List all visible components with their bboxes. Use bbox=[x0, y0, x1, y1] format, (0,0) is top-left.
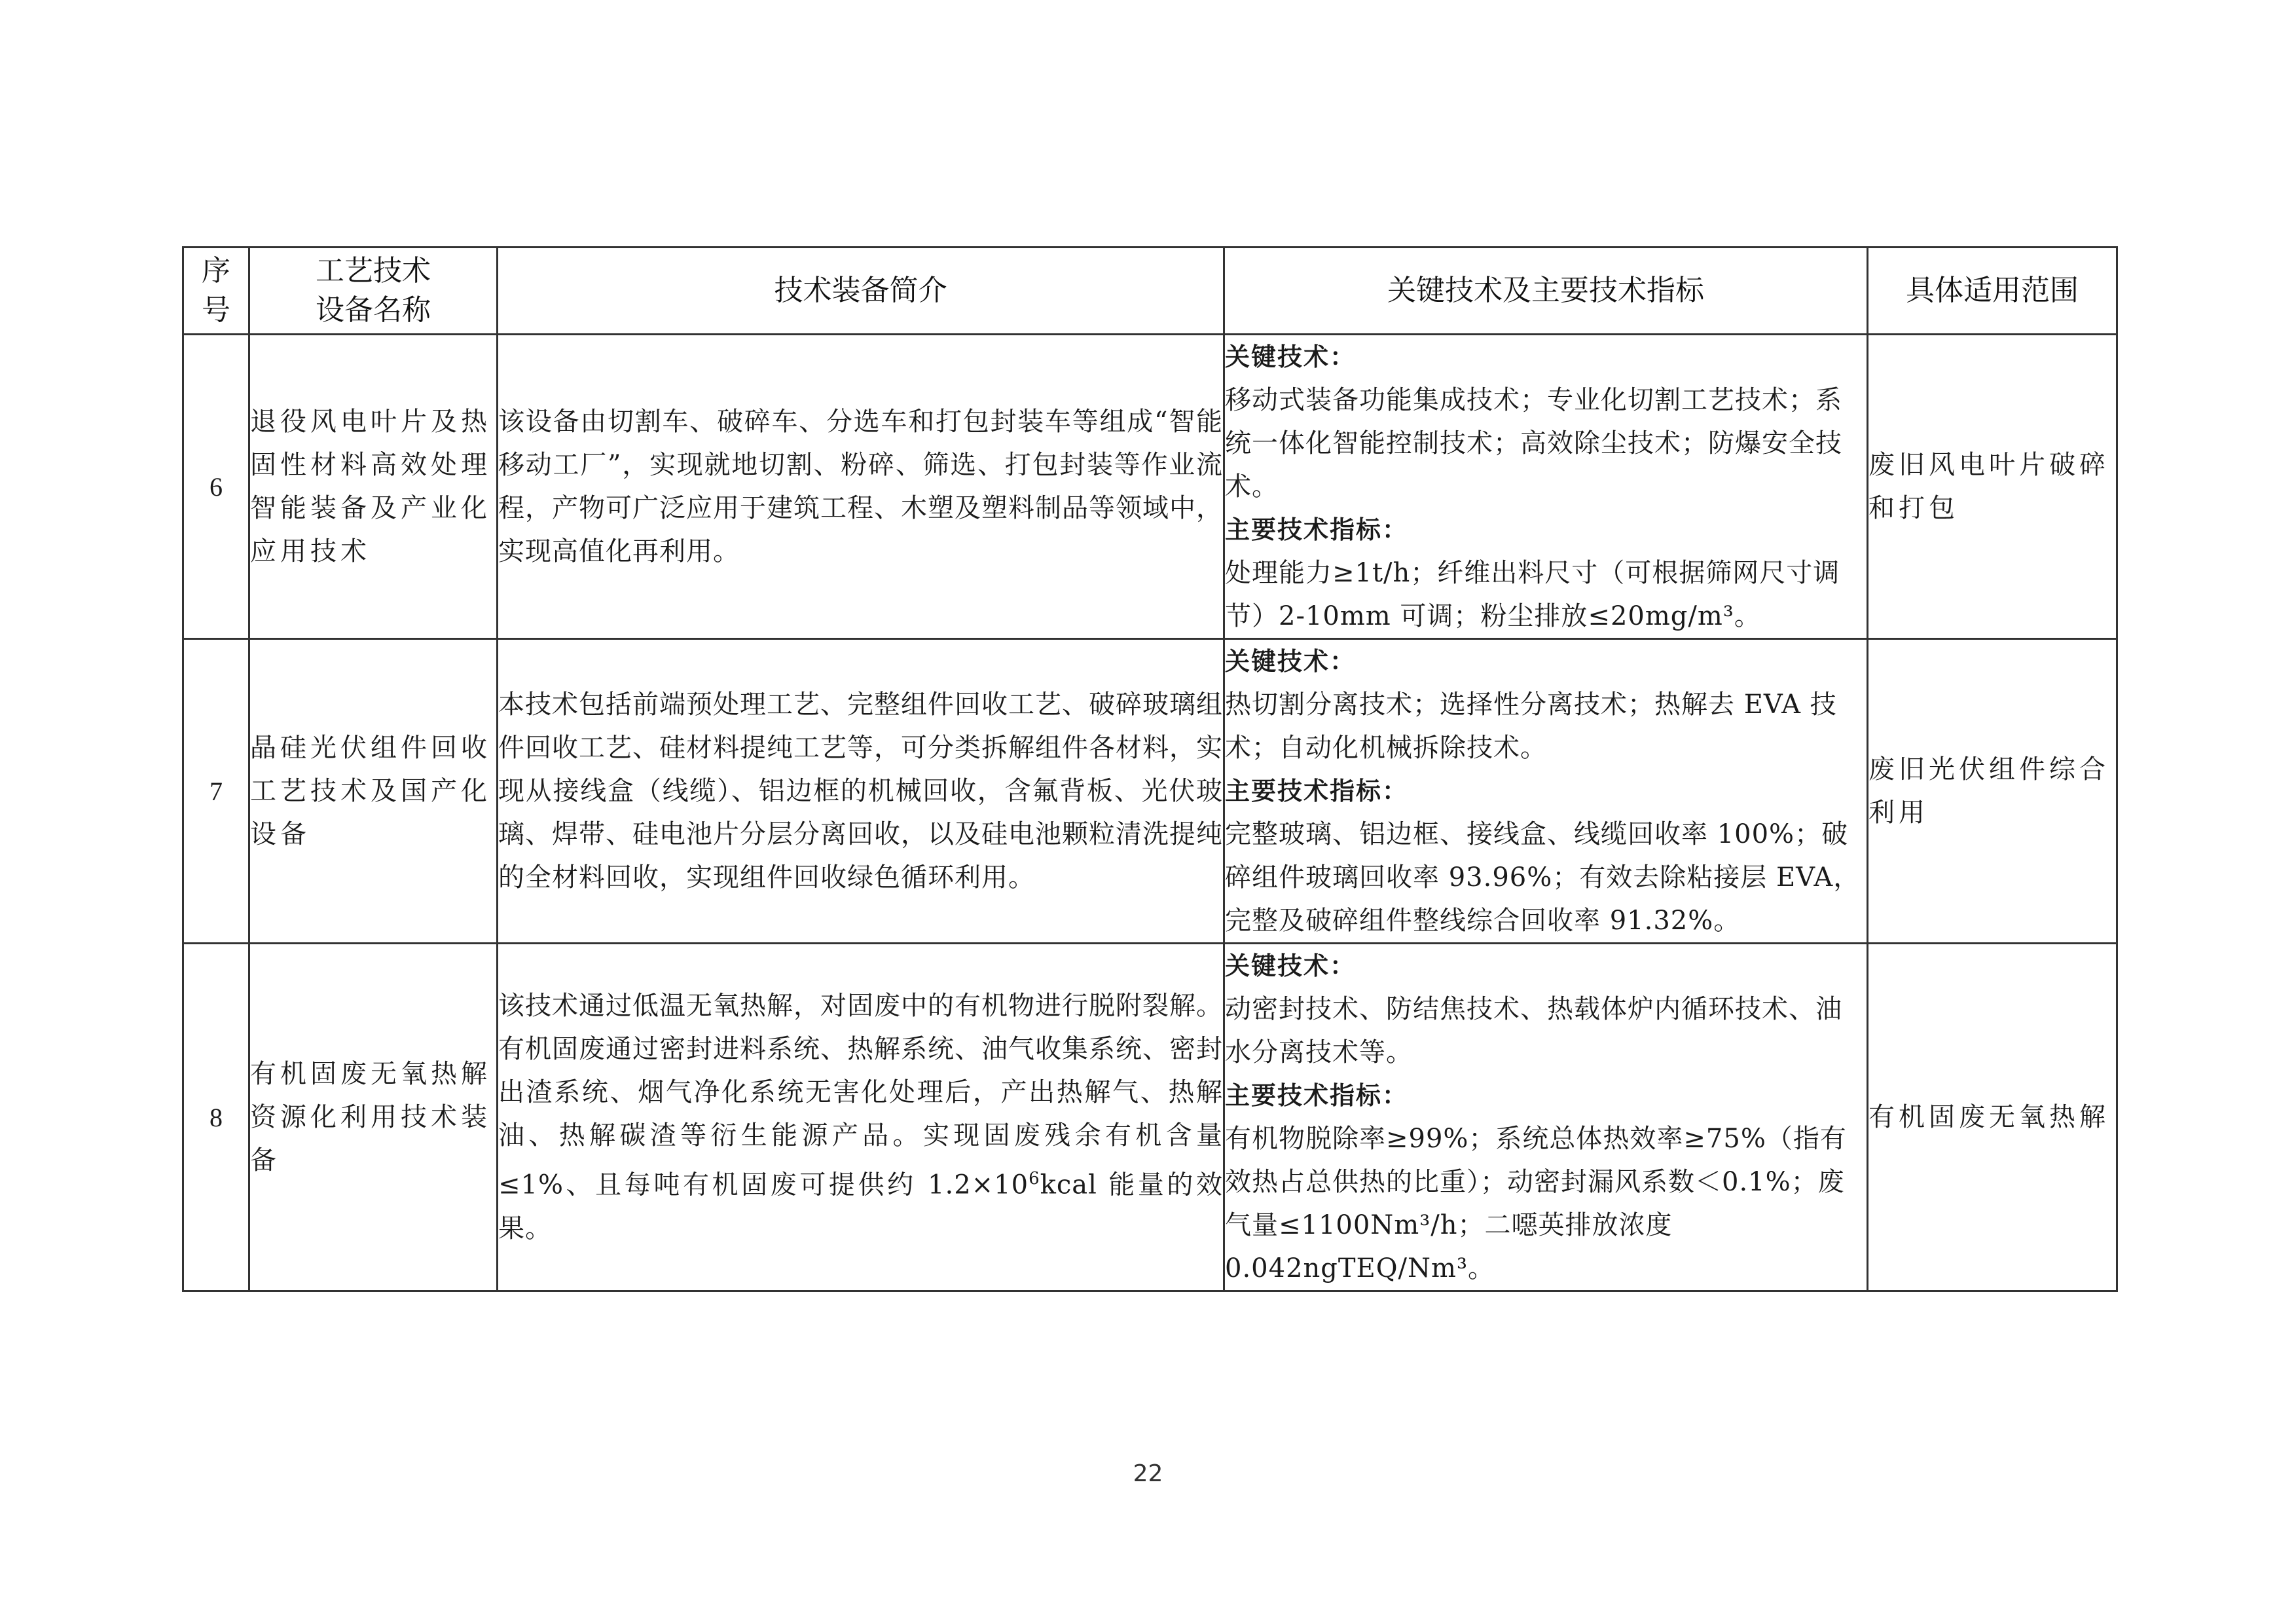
row-name: 有机固废无氧热解资源化利用技术装备 bbox=[249, 944, 498, 1291]
row-seq: 8 bbox=[183, 944, 249, 1291]
key-tech-text: 热切割分离技术；选择性分离技术；热解去 EVA 技术；自动化机械拆除技术。 bbox=[1225, 690, 1837, 763]
row-intro bbox=[498, 944, 1224, 1291]
header-seq bbox=[183, 248, 249, 335]
key-tech-text: 移动式装备功能集成技术；专业化切割工艺技术；系统一体化智能控制技术；高效除尘技术；防爆安全技术。 bbox=[1225, 385, 1842, 502]
table-row bbox=[183, 639, 2117, 944]
indicator-label: 主要技术指标： bbox=[1225, 777, 1409, 805]
intro-text-part-1: 该技术通过低温无氧热解，对固废中的有机物进行脱附裂解。有机固废通过密封进料系统、热解系统、油气收集系统、密封出渣系统、烟气净化系统无害化处理后，产出热解气、热解油、热解碳渣等衍生能源产品。实现固废残余有机含量≤1%、且每吨有机固废可提供约 1.2×10 bbox=[498, 991, 1223, 1200]
header-seq-line-2: 号 bbox=[202, 293, 230, 327]
table-header-row bbox=[183, 248, 2117, 335]
header-intro: 技术装备简介 bbox=[498, 248, 1224, 335]
intro-text-part-2: kcal 能量的效果。 bbox=[498, 1170, 1224, 1244]
table-row bbox=[183, 944, 2117, 1291]
key-tech-label: 关键技术： bbox=[1225, 951, 1357, 980]
header-name bbox=[249, 248, 498, 335]
intro-superscript: 6 bbox=[1029, 1169, 1040, 1189]
indicator-text: 处理能力≥1t/h；纤维出料尺寸（可根据筛网尺寸调节）2-10mm 可调；粉尘排放≤20mg/m³。 bbox=[1225, 558, 1840, 631]
table-row bbox=[183, 335, 2117, 639]
key-tech-label: 关键技术： bbox=[1225, 647, 1357, 676]
page-number: 22 bbox=[1133, 1460, 1163, 1487]
row-seq: 7 bbox=[183, 639, 249, 944]
row-scope: 废旧风电叶片破碎和打包 bbox=[1868, 335, 2117, 639]
row-name: 晶硅光伏组件回收工艺技术及国产化设备 bbox=[249, 639, 498, 944]
indicator-text: 有机物脱除率≥99%；系统总体热效率≥75%（指有效热占总供热的比重）；动密封漏风系数＜0.1%；废气量≤1100Nm³/h；二噁英排放浓度 0.042ngTEQ/Nm³。 bbox=[1225, 1124, 1847, 1283]
header-key: 关键技术及主要技术指标 bbox=[1224, 248, 1868, 335]
indicator-text: 完整玻璃、铝边框、接线盒、线缆回收率 100%；破碎组件玻璃回收率 93.96%；有效去除粘接层 EVA，完整及破碎组件整线综合回收率 91.32%。 bbox=[1225, 819, 1861, 936]
indicator-label: 主要技术指标： bbox=[1225, 515, 1409, 544]
header-seq-line-1: 序 bbox=[202, 254, 230, 287]
header-name-line-2: 设备名称 bbox=[316, 293, 431, 327]
header-name-line-1: 工艺技术 bbox=[316, 254, 431, 287]
row-intro: 本技术包括前端预处理工艺、完整组件回收工艺、破碎玻璃组件回收工艺、硅材料提纯工艺等，可分类拆解组件各材料，实现从接线盒（线缆）、铝边框的机械回收，含氟背板、光伏玻璃、焊带、硅电池片分层分离回收，以及硅电池颗粒清洗提纯的全材料回收，实现组件回收绿色循环利用。 bbox=[498, 639, 1224, 944]
row-seq: 6 bbox=[183, 335, 249, 639]
row-name: 退役风电叶片及热固性材料高效处理智能装备及产业化应用技术 bbox=[249, 335, 498, 639]
key-tech-label: 关键技术： bbox=[1225, 342, 1357, 371]
row-key-tech bbox=[1224, 639, 1868, 944]
technology-table bbox=[182, 246, 2118, 1292]
indicator-label: 主要技术指标： bbox=[1225, 1081, 1409, 1110]
row-key-tech bbox=[1224, 944, 1868, 1291]
row-scope: 有机固废无氧热解 bbox=[1868, 944, 2117, 1291]
row-scope: 废旧光伏组件综合利用 bbox=[1868, 639, 2117, 944]
key-tech-text: 动密封技术、防结焦技术、热载体炉内循环技术、油水分离技术等。 bbox=[1225, 994, 1842, 1067]
row-intro: 该设备由切割车、破碎车、分选车和打包封装车等组成“智能移动工厂”，实现就地切割、粉碎、筛选、打包封装等作业流程，产物可广泛应用于建筑工程、木塑及塑料制品等领域中，实现高值化再利用。 bbox=[498, 335, 1224, 639]
header-scope: 具体适用范围 bbox=[1868, 248, 2117, 335]
row-key-tech bbox=[1224, 335, 1868, 639]
